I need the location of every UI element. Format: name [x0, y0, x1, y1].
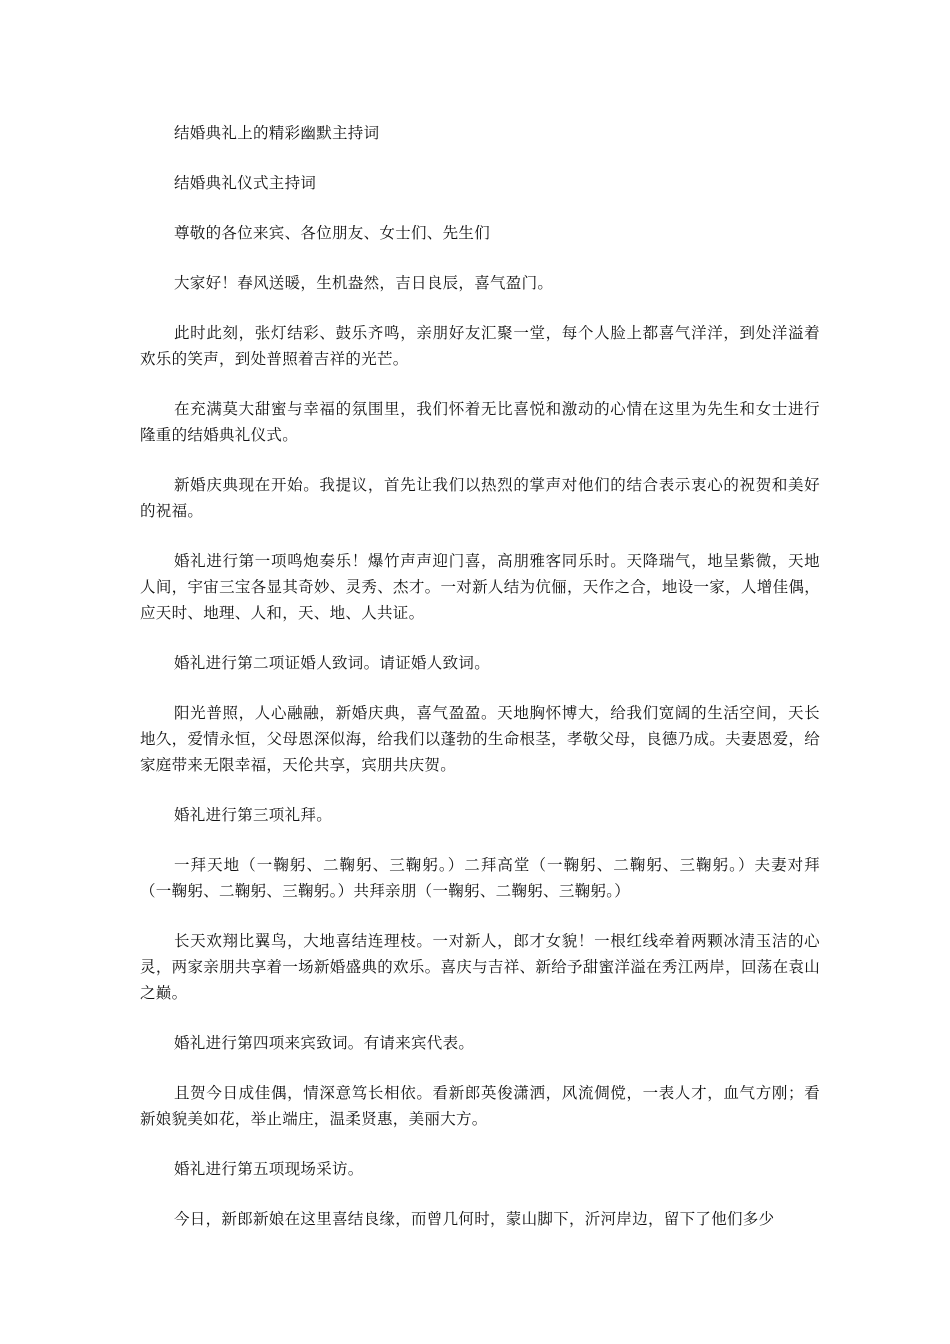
- paragraph: 长天欢翔比翼鸟，大地喜结连理枝。一对新人，郎才女貌！一根红线牵着两颗冰清玉洁的心灵，两家亲朋共享着一场新婚盛典的欢乐。喜庆与吉祥、新给予甜蜜洋溢在秀江两岸，回荡在袁山之巅。: [140, 932, 820, 1002]
- paragraph: 此时此刻，张灯结彩、鼓乐齐鸣，亲朋好友汇聚一堂，每个人脸上都喜气洋洋，到处洋溢着欢乐的笑声，到处普照着吉祥的光芒。: [140, 324, 820, 368]
- section-heading: 婚礼进行第四项来宾致词。有请来宾代表。: [174, 1034, 475, 1052]
- paragraph: 阳光普照，人心融融，新婚庆典，喜气盈盈。天地胸怀博大，给我们宽阔的生活空间，天长地久，爱情永恒，父母恩深似海，给我们以蓬勃的生命根茎，孝敬父母，良德乃成。夫妻恩爱，给家庭带来无限幸福，天伦共享，宾朋共庆贺。: [140, 704, 820, 774]
- paragraph: 在充满莫大甜蜜与幸福的氛围里，我们怀着无比喜悦和激动的心情在这里为先生和女士进行隆重的结婚典礼仪式。: [140, 400, 820, 444]
- paragraph: 新婚庆典现在开始。我提议，首先让我们以热烈的掌声对他们的结合表示衷心的祝贺和美好的祝福。: [140, 476, 820, 520]
- document-subtitle: 结婚典礼仪式主持词: [174, 174, 317, 192]
- section-heading: 婚礼进行第五项现场采访。: [174, 1160, 364, 1178]
- document-body: [140, 120, 820, 1256]
- section-heading: 婚礼进行第三项礼拜。: [174, 806, 333, 824]
- paragraph: 大家好！春风送暖，生机盎然，吉日良辰，喜气盈门。: [174, 274, 554, 292]
- paragraph: 婚礼进行第一项鸣炮奏乐！爆竹声声迎门喜，高朋雅客同乐时。天降瑞气，地呈紫微，天地人间，宇宙三宝各显其奇妙、灵秀、杰才。一对新人结为伉俪，天作之合，地设一家，人增佳偶，应天时、地理、人和，天、地、人共证。: [140, 552, 820, 622]
- paragraph: 一拜天地（一鞠躬、二鞠躬、三鞠躬。）二拜高堂（一鞠躬、二鞠躬、三鞠躬。）夫妻对拜（一鞠躬、二鞠躬、三鞠躬。）共拜亲朋（一鞠躬、二鞠躬、三鞠躬。）: [140, 856, 820, 900]
- greeting-paragraph: 尊敬的各位来宾、各位朋友、女士们、先生们: [174, 224, 491, 242]
- paragraph: 且贺今日成佳偶，情深意笃长相依。看新郎英俊潇洒，风流倜傥，一表人才，血气方刚；看新娘貌美如花，举止端庄，温柔贤惠，美丽大方。: [140, 1084, 820, 1128]
- paragraph: 今日，新郎新娘在这里喜结良缘，而曾几何时，蒙山脚下，沂河岸边，留下了他们多少: [174, 1210, 775, 1228]
- section-heading: 婚礼进行第二项证婚人致词。请证婚人致词。: [174, 654, 491, 672]
- document-title: 结婚典礼上的精彩幽默主持词: [174, 124, 380, 142]
